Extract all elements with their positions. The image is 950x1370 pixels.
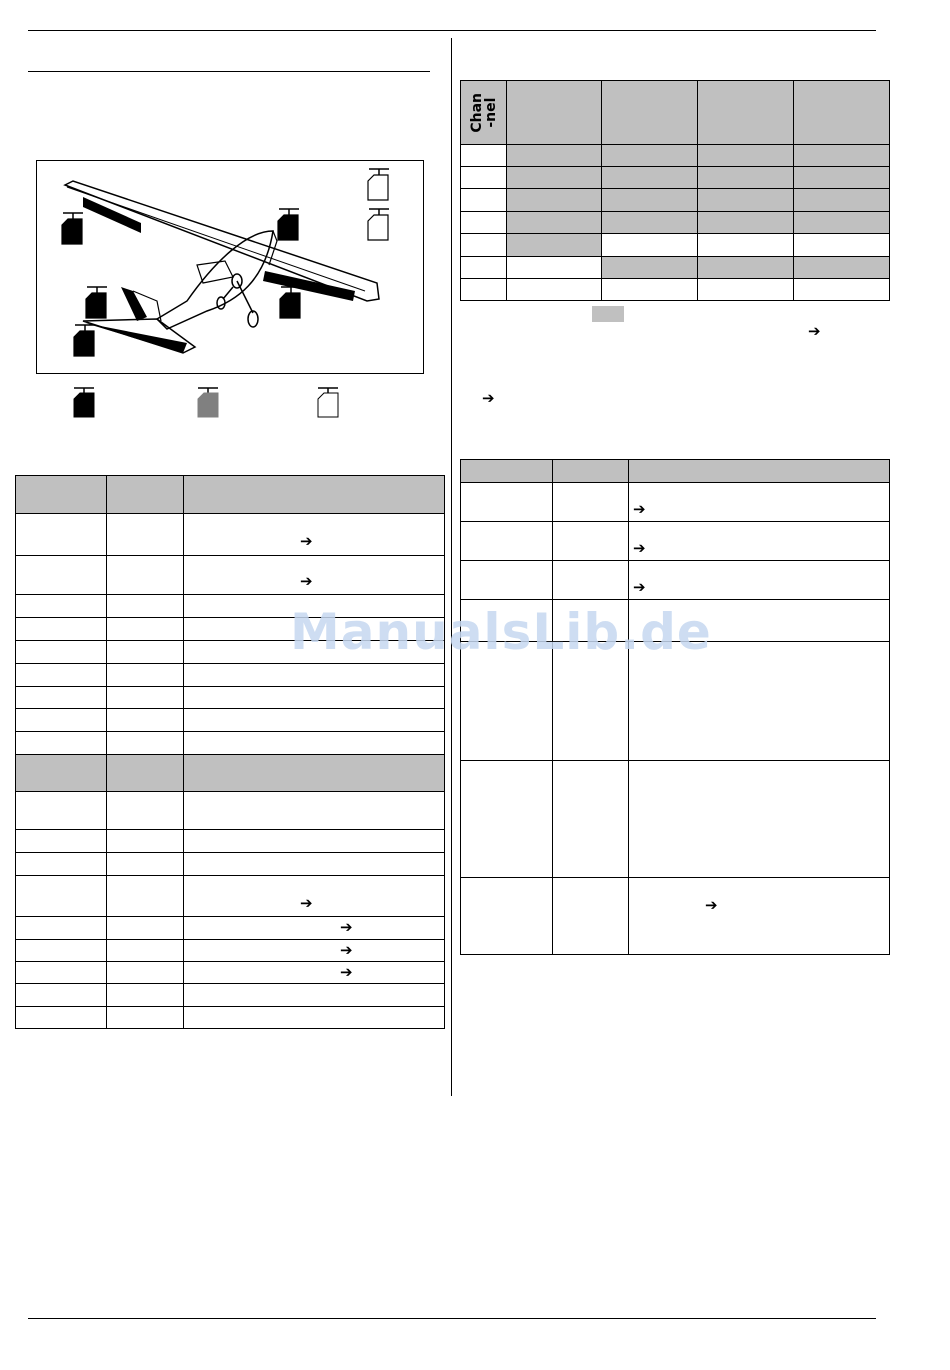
table-row — [16, 853, 445, 876]
servo-outline-icon — [316, 386, 340, 418]
table-row — [16, 687, 445, 709]
column-divider — [451, 38, 452, 1096]
table-row — [461, 189, 890, 212]
arrow-icon: ➔ — [300, 532, 313, 550]
table-row — [461, 561, 890, 600]
bottom-rule — [28, 1318, 876, 1319]
arrow-icon: ➔ — [340, 941, 353, 959]
table-row — [16, 917, 445, 940]
table-row — [16, 1007, 445, 1029]
arrow-icon: ➔ — [300, 894, 313, 912]
table-row — [16, 940, 445, 962]
arrow-icon: ➔ — [633, 539, 646, 557]
channel-header-label: Chan -nel — [468, 92, 499, 133]
table-row — [461, 257, 890, 279]
table-row — [461, 167, 890, 189]
gray-legend-swatch — [592, 306, 624, 322]
servo-gray-icon — [196, 386, 220, 418]
arrow-icon: ➔ — [482, 389, 495, 407]
table-row — [16, 962, 445, 984]
table-row — [16, 556, 445, 595]
table-row — [16, 664, 445, 687]
left-function-table — [15, 475, 445, 1029]
table-header-row — [16, 476, 445, 514]
watermark: ManualsLib.de — [290, 603, 712, 661]
table-row — [16, 984, 445, 1007]
table-header-row — [461, 460, 890, 483]
table-section-header-row — [16, 755, 445, 792]
arrow-icon: ➔ — [340, 918, 353, 936]
table-row — [461, 483, 890, 522]
table-row — [461, 212, 890, 234]
arrow-icon: ➔ — [808, 322, 821, 340]
table-row — [16, 792, 445, 830]
section-rule — [28, 71, 430, 72]
table-header-row — [461, 81, 890, 145]
right-function-table — [460, 459, 890, 955]
table-row — [461, 145, 890, 167]
table-row — [16, 514, 445, 556]
airplane-illustration — [37, 161, 423, 373]
top-rule — [28, 30, 876, 31]
arrow-icon: ➔ — [340, 963, 353, 981]
table-row — [16, 709, 445, 732]
table-row — [16, 830, 445, 853]
arrow-icon: ➔ — [705, 896, 718, 914]
table-row — [16, 732, 445, 755]
table-row — [461, 761, 890, 878]
airplane-figure — [36, 160, 424, 374]
table-row — [16, 876, 445, 917]
table-row — [461, 234, 890, 257]
table-row — [461, 878, 890, 955]
servo-black-icon — [72, 386, 96, 418]
table-row — [461, 279, 890, 301]
table-row — [461, 522, 890, 561]
arrow-icon: ➔ — [300, 572, 313, 590]
arrow-icon: ➔ — [633, 500, 646, 518]
channel-assignment-table — [460, 80, 890, 301]
arrow-icon: ➔ — [633, 578, 646, 596]
